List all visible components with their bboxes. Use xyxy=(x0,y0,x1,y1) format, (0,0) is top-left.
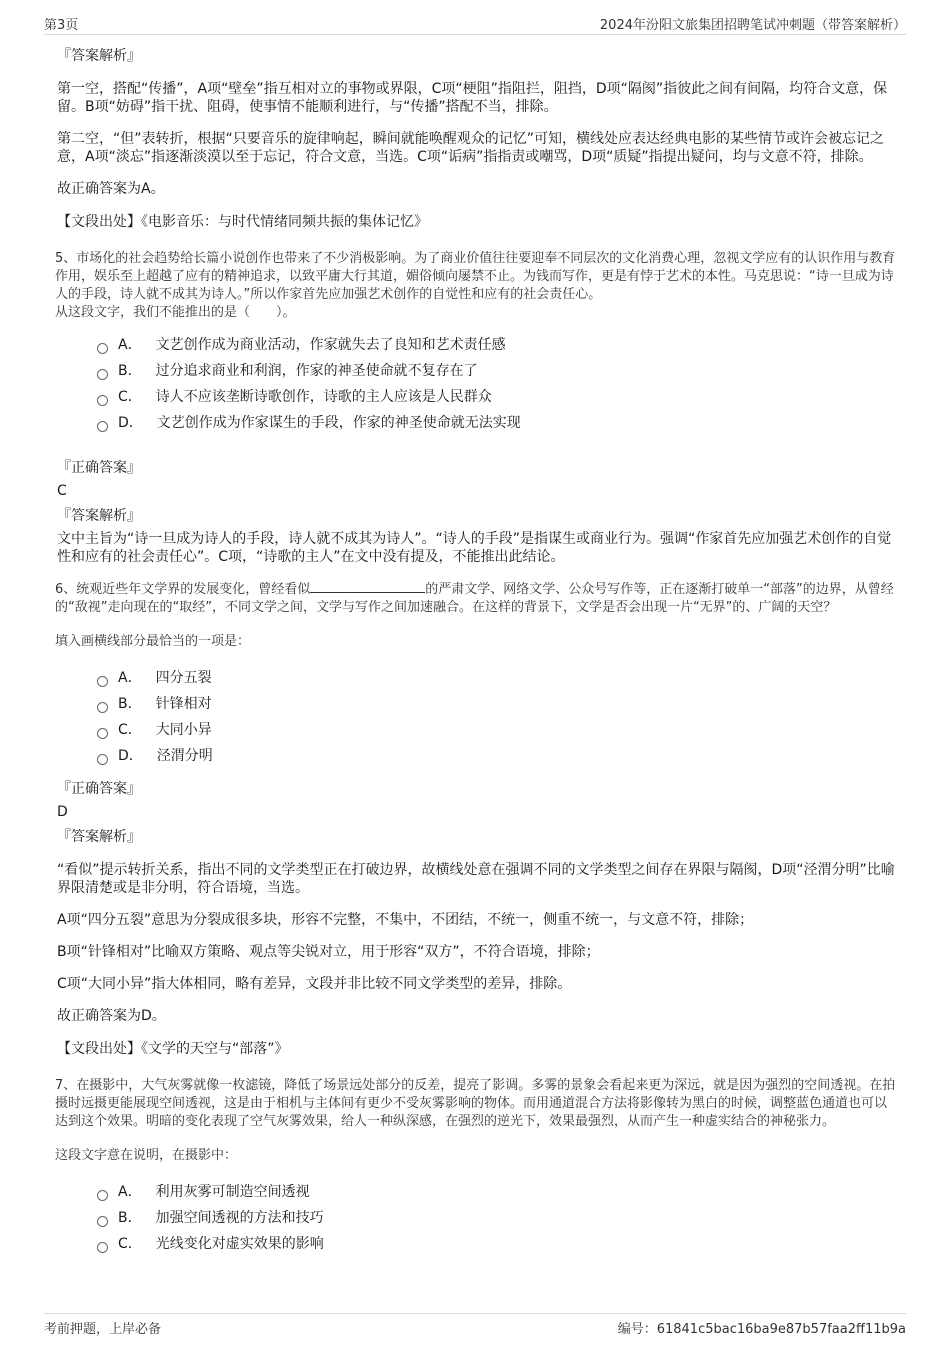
q7-stem: 7、在摄影中，大气灰雾就像一枚滤镜，降低了场景远处部分的反差，提亮了影调。多雾的景象会看起来更为深远，就是因为强烈的空间透视。在拍摄时远摄更能展现空间透视，这是由于相机与主体间有更少不受灰雾影响的物体。而用通道混合方法将影像转为黑白的时候，调整蓝色通道也可以达到这个效果。明暗的变化表现了空气灰雾效果，给人一种纵深感，在强烈的逆光下，效果最强烈，从而产生一种虚实结合的神秘张力。 xyxy=(55,1078,896,1129)
q7-option-a[interactable]: A． 利用灰雾可制造空间透视 xyxy=(97,1179,897,1205)
q5-option-d[interactable]: D． 文艺创作成为作家谋生的手段，作家的神圣使命就无法实现 xyxy=(97,410,897,436)
q7-options xyxy=(97,1179,897,1257)
q5-options xyxy=(97,332,897,436)
q5-option-a[interactable]: A． 文艺创作成为商业活动，作家就失去了良知和艺术责任感 xyxy=(97,332,897,358)
page-footer xyxy=(44,1313,906,1336)
q5-option-b[interactable]: B． 过分追求商业和利润，作家的神圣使命就不复存在了 xyxy=(97,358,897,384)
q5-ask: 从这段文字，我们不能推出的是（ ）。 xyxy=(55,305,296,320)
radio-icon[interactable] xyxy=(97,395,108,406)
document-title: 2024年汾阳文旅集团招聘笔试冲刺题（带答案解析） xyxy=(599,18,906,33)
q6-option-b[interactable]: B． 针锋相对 xyxy=(97,691,897,717)
q4-source: 【文段出处】《电影音乐：与时代情绪同频共振的集体记忆》 xyxy=(57,214,428,230)
q5-analysis: 文中主旨为“诗一旦成为诗人的手段，诗人就不成其为诗人”。“诗人的手段”是指谋生或商业行为。强调“作家首先应加强艺术创作的自觉性和应有的社会责任心”。C项，“诗歌的主人”在文中没有提及，不能推出此结论。 xyxy=(57,531,892,565)
q6-stem: 6、统观近些年文学界的发展变化，曾经看似 的严肃文学、网络文学、公众号写作等，正在逐渐打破单一“部落”的边界，从曾经的“敌视”走向现在的“取经”，不同文学之间，文学与写作之间加速融合。在这样的背景下，文学是否会出现一片“无界”的、广阔的天空？ xyxy=(55,582,894,615)
q4-analysis-p2: 第二空，“但”表转折，根据“只要音乐的旋律响起，瞬间就能唤醒观众的记忆”可知，横线处应表达经典电影的某些情节或许会被忘记之意，A项“淡忘”指逐渐淡漠以至于忘记，符合文意，当选。C项“诟病”指指责或嘲骂，D项“质疑”指提出疑问，均与文意不符，排除。 xyxy=(57,131,885,165)
q6-option-d[interactable]: D． 泾渭分明 xyxy=(97,743,897,769)
radio-icon[interactable] xyxy=(97,702,108,713)
q6-analysis-p1: “看似”提示转折关系，指出不同的文学类型正在打破边界，故横线处意在强调不同的文学类型之间存在界限与隔阂，D项“泾渭分明”比喻界限清楚或是非分明，符合语境，当选。 xyxy=(57,862,895,896)
q6-correct-label: 『正确答案』 xyxy=(57,781,141,797)
q5-analysis-label: 『答案解析』 xyxy=(57,508,141,524)
q6-ask: 填入画横线部分最恰当的一项是： xyxy=(55,634,251,649)
document-code: 编号：61841c5bac16ba9e87b57faa2ff11b9a xyxy=(617,1322,906,1337)
q4-analysis-label: 『答案解析』 xyxy=(57,48,141,64)
q6-analysis-p4: C项“大同小异”指大体相同，略有差异，文段并非比较不同文学类型的差异，排除。 xyxy=(57,976,572,992)
q6-option-a[interactable]: A． 四分五裂 xyxy=(97,665,897,691)
radio-icon[interactable] xyxy=(97,1242,108,1253)
q5-correct-answer: C xyxy=(57,483,67,499)
q6-options xyxy=(97,665,897,769)
radio-icon[interactable] xyxy=(97,369,108,380)
radio-icon[interactable] xyxy=(97,754,108,765)
radio-icon[interactable] xyxy=(97,676,108,687)
q7-option-b[interactable]: B． 加强空间透视的方法和技巧 xyxy=(97,1205,897,1231)
fill-blank xyxy=(310,580,425,593)
q6-analysis-label: 『答案解析』 xyxy=(57,829,141,845)
page-header xyxy=(44,12,906,35)
q5-option-c[interactable]: C． 诗人不应该垄断诗歌创作，诗歌的主人应该是人民群众 xyxy=(97,384,897,410)
q6-source: 【文段出处】《文学的天空与“部落”》 xyxy=(57,1041,289,1057)
radio-icon[interactable] xyxy=(97,1216,108,1227)
radio-icon[interactable] xyxy=(97,421,108,432)
radio-icon[interactable] xyxy=(97,343,108,354)
q4-analysis-p1: 第一空，搭配“传播”，A项“壁垒”指互相对立的事物或界限，C项“梗阻”指阻拦，阻挡，D项“隔阂”指彼此之间有间隔，均符合文意，保留。B项“妨碍”指干扰、阻碍，使事情不能顺利进行，与“传播”搭配不当，排除。 xyxy=(57,81,888,115)
q6-analysis-p5: 故正确答案为D。 xyxy=(57,1008,166,1024)
page-number: 第3页 xyxy=(44,18,79,33)
q5-stem: 5、市场化的社会趋势给长篇小说创作也带来了不少消极影响。为了商业价值往往要迎奉不同层次的文化消费心理，忽视文学应有的认识作用与教育作用，娱乐至上超越了应有的精神追求，以致平庸大行其道，媚俗倾向屡禁不止。为钱而写作，更是有悖于艺术的本性。马克思说：“诗一旦成为诗人的手段，诗人就不成其为诗人。”所以作家首先应加强艺术创作的自觉性和应有的社会责任心。 xyxy=(55,251,896,302)
q7-ask: 这段文字意在说明，在摄影中： xyxy=(55,1148,238,1163)
q6-analysis-p2: A项“四分五裂”意思为分裂成很多块，形容不完整，不集中，不团结，不统一，侧重不统一，与文意不符，排除； xyxy=(57,912,754,928)
q6-correct-answer: D xyxy=(57,804,68,820)
q4-analysis-p3: 故正确答案为A。 xyxy=(57,181,165,197)
radio-icon[interactable] xyxy=(97,1190,108,1201)
q5-correct-label: 『正确答案』 xyxy=(57,460,141,476)
q6-option-c[interactable]: C． 大同小异 xyxy=(97,717,897,743)
footer-slogan: 考前押题，上岸必备 xyxy=(44,1322,162,1337)
q6-analysis-p3: B项“针锋相对”比喻双方策略、观点等尖锐对立，用于形容“双方”，不符合语境，排除； xyxy=(57,944,600,960)
document-body xyxy=(57,40,897,1267)
q7-option-c[interactable]: C． 光线变化对虚实效果的影响 xyxy=(97,1231,897,1257)
radio-icon[interactable] xyxy=(97,728,108,739)
